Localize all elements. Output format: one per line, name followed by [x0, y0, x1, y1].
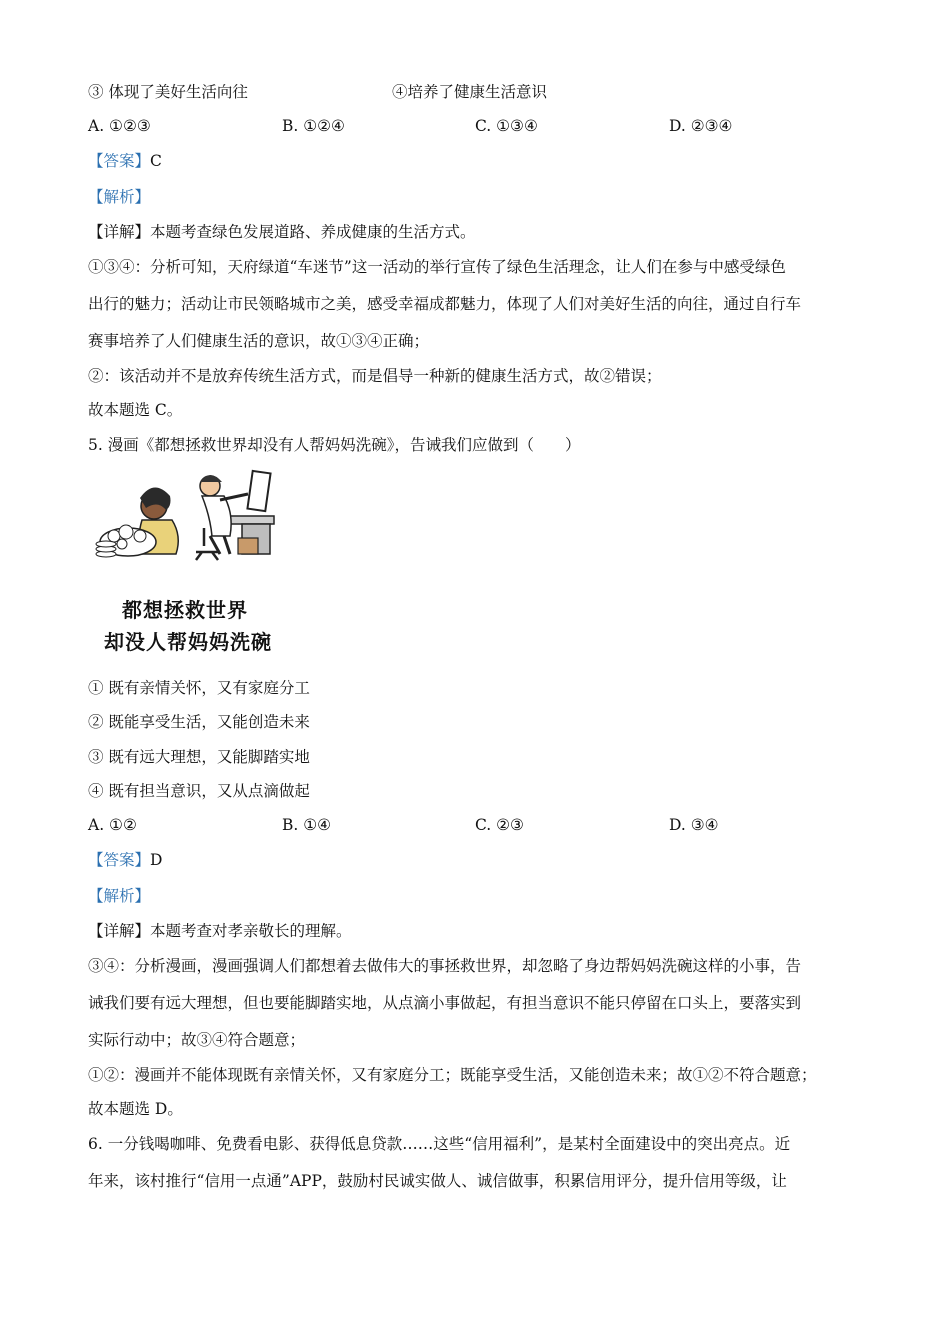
q5-explanation-line-4: ①②：漫画并不能体现既有亲情关怀，又有家庭分工；既能享受生活，又能创造未来；故①②不符合题意； [88, 1066, 817, 1084]
answer-tag: 【答案】 [88, 851, 151, 869]
q4-statement-4: ④培养了健康生活意识 [392, 83, 548, 101]
q5-option-c: C. ②③ [475, 816, 524, 834]
q5-option-b: B. ①④ [282, 816, 332, 834]
q4-detail [88, 222, 476, 242]
q4-statement-3: ③ 体现了美好生活向往 [88, 83, 248, 101]
detail-text: 本题考查绿色发展道路、养成健康的生活方式。 [150, 223, 476, 241]
q5-explanation-line-2: 诫我们要有远大理想，但也要能脚踏实地，从点滴小事做起，有担当意识不能只停留在口头上，要落实到 [88, 994, 802, 1012]
q5-statement-3: ③ 既有远大理想，又能脚踏实地 [88, 748, 310, 766]
q4-explanation-line-2: 出行的魅力；活动让市民领略城市之美，感受幸福成都魅力，体现了人们对美好生活的向往，通过自行车 [88, 295, 802, 313]
q6-question-line-2: 年来，该村推行“信用一点通”APP，鼓励村民诚实做人、诚信做事，积累信用评分，提升信用等级，让 [88, 1172, 787, 1190]
answer-value: D [150, 851, 163, 869]
detail-tag: 【详解】 [88, 223, 151, 241]
q5-statement-1: ① 既有亲情关怀，又有家庭分工 [88, 679, 310, 697]
detail-text: 本题考查对孝亲敬长的理解。 [150, 922, 352, 940]
q5-option-d: D. ③④ [669, 816, 719, 834]
q5-statement-2: ② 既能享受生活，又能创造未来 [88, 713, 310, 731]
q6-question-line-1: 6. 一分钱喝咖啡、免费看电影、获得低息贷款……这些“信用福利”，是某村全面建设中的突出亮点。近 [88, 1135, 791, 1153]
q4-conclusion: 故本题选 C。 [88, 401, 183, 419]
cartoon-caption-2: 却没人帮妈妈洗碗 [104, 630, 272, 654]
q4-answer [88, 151, 162, 171]
cartoon-caption-1: 都想拯救世界 [122, 598, 248, 622]
q5-conclusion: 故本题选 D。 [88, 1100, 183, 1118]
q5-option-a: A. ①② [88, 816, 137, 834]
q4-option-b: B. ①②④ [282, 117, 345, 135]
answer-value: C [150, 152, 162, 170]
q5-answer [88, 850, 162, 870]
q4-analysis-tag: 【解析】 [88, 188, 151, 206]
q5-explanation-line-3: 实际行动中；故③④符合题意； [88, 1031, 306, 1049]
q5-analysis-tag: 【解析】 [88, 887, 151, 905]
q5-explanation-line-1: ③④：分析漫画，漫画强调人们都想着去做伟大的事拯救世界，却忽略了身边帮妈妈洗碗这样的小事，告 [88, 957, 802, 975]
q5-detail [88, 921, 352, 941]
q4-explanation-line-4: ②：该活动并不是放弃传统生活方式，而是倡导一种新的健康生活方式，故②错误； [88, 367, 662, 385]
answer-tag: 【答案】 [88, 152, 151, 170]
q4-explanation-line-3: 赛事培养了人们健康生活的意识，故①③④正确； [88, 332, 430, 350]
detail-tag: 【详解】 [88, 922, 151, 940]
q5-statement-4: ④ 既有担当意识，又从点滴做起 [88, 782, 310, 800]
q4-option-a: A. ①②③ [88, 117, 151, 135]
q4-option-d: D. ②③④ [669, 117, 733, 135]
q4-option-c: C. ①③④ [475, 117, 538, 135]
q4-explanation-line-1: ①③④：分析可知，天府绿道“车迷节”这一活动的举行宣传了绿色生活理念，让人们在参与中感受绿色 [88, 258, 786, 276]
q5-question: 5. 漫画《都想拯救世界却没有人帮妈妈洗碗》，告诫我们应做到（ ） [88, 436, 581, 454]
